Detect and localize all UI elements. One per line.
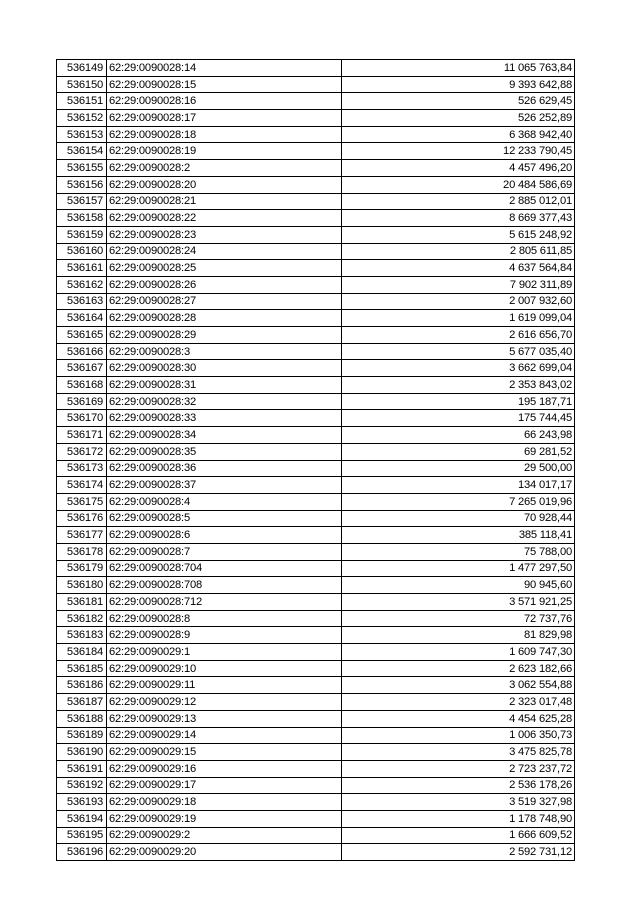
- value-cell: 1 609 747,30: [342, 644, 575, 661]
- row-number-cell: 536167: [57, 360, 107, 377]
- value-cell: 66 243,98: [342, 427, 575, 444]
- value-cell: 175 744,45: [342, 410, 575, 427]
- table-row: [57, 477, 575, 494]
- table-row: [57, 276, 575, 293]
- row-number-cell: 536154: [57, 143, 107, 160]
- row-number-cell: 536151: [57, 93, 107, 110]
- value-cell: 385 118,41: [342, 527, 575, 544]
- table-row: [57, 627, 575, 644]
- row-number-cell: 536176: [57, 510, 107, 527]
- table-row: [57, 827, 575, 844]
- row-number-cell: 536187: [57, 694, 107, 711]
- value-cell: 2 885 012,01: [342, 193, 575, 210]
- cadastral-number-cell: 62:29:0090028:15: [107, 76, 342, 93]
- table-row: [57, 410, 575, 427]
- cadastral-number-cell: 62:29:0090028:17: [107, 110, 342, 127]
- value-cell: 3 062 554,88: [342, 677, 575, 694]
- value-cell: 11 065 763,84: [342, 60, 575, 77]
- value-cell: 2 007 932,60: [342, 293, 575, 310]
- cadastral-number-cell: 62:29:0090028:8: [107, 610, 342, 627]
- row-number-cell: 536185: [57, 660, 107, 677]
- row-number-cell: 536157: [57, 193, 107, 210]
- value-cell: 75 788,00: [342, 543, 575, 560]
- value-cell: 90 945,60: [342, 577, 575, 594]
- row-number-cell: 536153: [57, 126, 107, 143]
- value-cell: 2 353 843,02: [342, 377, 575, 394]
- cadastral-number-cell: 62:29:0090028:704: [107, 560, 342, 577]
- value-cell: 6 368 942,40: [342, 126, 575, 143]
- cadastral-value-table: [56, 59, 575, 861]
- row-number-cell: 536168: [57, 377, 107, 394]
- cadastral-number-cell: 62:29:0090028:24: [107, 243, 342, 260]
- cadastral-number-cell: 62:29:0090028:9: [107, 627, 342, 644]
- value-cell: 3 475 825,78: [342, 744, 575, 761]
- row-number-cell: 536188: [57, 710, 107, 727]
- table-row: [57, 393, 575, 410]
- value-cell: 1 178 748,90: [342, 810, 575, 827]
- cadastral-number-cell: 62:29:0090029:2: [107, 827, 342, 844]
- table-row: [57, 527, 575, 544]
- table-row: [57, 677, 575, 694]
- cadastral-number-cell: 62:29:0090029:11: [107, 677, 342, 694]
- row-number-cell: 536182: [57, 610, 107, 627]
- table-row: [57, 126, 575, 143]
- row-number-cell: 536181: [57, 594, 107, 611]
- table-row: [57, 744, 575, 761]
- cadastral-number-cell: 62:29:0090028:712: [107, 594, 342, 611]
- cadastral-number-cell: 62:29:0090028:32: [107, 393, 342, 410]
- table-row: [57, 594, 575, 611]
- cadastral-number-cell: 62:29:0090029:17: [107, 777, 342, 794]
- table-row: [57, 760, 575, 777]
- row-number-cell: 536191: [57, 760, 107, 777]
- row-number-cell: 536193: [57, 794, 107, 811]
- value-cell: 8 669 377,43: [342, 210, 575, 227]
- row-number-cell: 536158: [57, 210, 107, 227]
- row-number-cell: 536174: [57, 477, 107, 494]
- table-row: [57, 93, 575, 110]
- cadastral-number-cell: 62:29:0090028:16: [107, 93, 342, 110]
- value-cell: 72 737,76: [342, 610, 575, 627]
- cadastral-number-cell: 62:29:0090029:13: [107, 710, 342, 727]
- table-row: [57, 327, 575, 344]
- row-number-cell: 536178: [57, 543, 107, 560]
- value-cell: 7 265 019,96: [342, 493, 575, 510]
- cadastral-number-cell: 62:29:0090028:35: [107, 443, 342, 460]
- cadastral-number-cell: 62:29:0090028:2: [107, 160, 342, 177]
- cadastral-number-cell: 62:29:0090028:29: [107, 327, 342, 344]
- value-cell: 69 281,52: [342, 443, 575, 460]
- value-cell: 20 484 586,69: [342, 176, 575, 193]
- row-number-cell: 536156: [57, 176, 107, 193]
- cadastral-number-cell: 62:29:0090029:10: [107, 660, 342, 677]
- table-row: [57, 160, 575, 177]
- row-number-cell: 536180: [57, 577, 107, 594]
- table-row: [57, 844, 575, 861]
- row-number-cell: 536196: [57, 844, 107, 861]
- row-number-cell: 536190: [57, 744, 107, 761]
- row-number-cell: 536150: [57, 76, 107, 93]
- row-number-cell: 536177: [57, 527, 107, 544]
- row-number-cell: 536160: [57, 243, 107, 260]
- value-cell: 5 615 248,92: [342, 226, 575, 243]
- value-cell: 1 619 099,04: [342, 310, 575, 327]
- cadastral-number-cell: 62:29:0090028:5: [107, 510, 342, 527]
- row-number-cell: 536194: [57, 810, 107, 827]
- cadastral-number-cell: 62:29:0090029:12: [107, 694, 342, 711]
- cadastral-number-cell: 62:29:0090028:37: [107, 477, 342, 494]
- value-cell: 2 323 017,48: [342, 694, 575, 711]
- table-row: [57, 443, 575, 460]
- value-cell: 195 187,71: [342, 393, 575, 410]
- cadastral-number-cell: 62:29:0090029:15: [107, 744, 342, 761]
- row-number-cell: 536192: [57, 777, 107, 794]
- value-cell: 81 829,98: [342, 627, 575, 644]
- row-number-cell: 536173: [57, 460, 107, 477]
- row-number-cell: 536184: [57, 644, 107, 661]
- row-number-cell: 536172: [57, 443, 107, 460]
- value-cell: 526 629,45: [342, 93, 575, 110]
- cadastral-number-cell: 62:29:0090028:22: [107, 210, 342, 227]
- value-cell: 5 677 035,40: [342, 343, 575, 360]
- table-row: [57, 110, 575, 127]
- cadastral-number-cell: 62:29:0090028:20: [107, 176, 342, 193]
- table-row: [57, 493, 575, 510]
- table-row: [57, 343, 575, 360]
- table-row: [57, 543, 575, 560]
- cadastral-number-cell: 62:29:0090028:23: [107, 226, 342, 243]
- row-number-cell: 536164: [57, 310, 107, 327]
- cadastral-number-cell: 62:29:0090028:18: [107, 126, 342, 143]
- cadastral-number-cell: 62:29:0090029:16: [107, 760, 342, 777]
- row-number-cell: 536170: [57, 410, 107, 427]
- value-cell: 9 393 642,88: [342, 76, 575, 93]
- value-cell: 3 519 327,98: [342, 794, 575, 811]
- row-number-cell: 536165: [57, 327, 107, 344]
- row-number-cell: 536152: [57, 110, 107, 127]
- cadastral-number-cell: 62:29:0090028:27: [107, 293, 342, 310]
- table-row: [57, 710, 575, 727]
- table-row: [57, 76, 575, 93]
- row-number-cell: 536166: [57, 343, 107, 360]
- cadastral-number-cell: 62:29:0090028:26: [107, 276, 342, 293]
- cadastral-number-cell: 62:29:0090028:25: [107, 260, 342, 277]
- cadastral-number-cell: 62:29:0090028:19: [107, 143, 342, 160]
- table-row: [57, 360, 575, 377]
- cadastral-number-cell: 62:29:0090028:14: [107, 60, 342, 77]
- cadastral-number-cell: 62:29:0090028:21: [107, 193, 342, 210]
- value-cell: 4 637 564,84: [342, 260, 575, 277]
- value-cell: 2 536 178,26: [342, 777, 575, 794]
- value-cell: 70 928,44: [342, 510, 575, 527]
- table-row: [57, 60, 575, 77]
- value-cell: 2 592 731,12: [342, 844, 575, 861]
- value-cell: 4 457 496,20: [342, 160, 575, 177]
- table-row: [57, 377, 575, 394]
- table-row: [57, 243, 575, 260]
- row-number-cell: 536161: [57, 260, 107, 277]
- value-cell: 2 616 656,70: [342, 327, 575, 344]
- row-number-cell: 536179: [57, 560, 107, 577]
- cadastral-number-cell: 62:29:0090028:34: [107, 427, 342, 444]
- table-row: [57, 794, 575, 811]
- row-number-cell: 536189: [57, 727, 107, 744]
- table-row: [57, 210, 575, 227]
- cadastral-number-cell: 62:29:0090028:36: [107, 460, 342, 477]
- table-row: [57, 577, 575, 594]
- row-number-cell: 536171: [57, 427, 107, 444]
- table-row: [57, 660, 575, 677]
- cadastral-number-cell: 62:29:0090029:19: [107, 810, 342, 827]
- value-cell: 12 233 790,45: [342, 143, 575, 160]
- table-row: [57, 727, 575, 744]
- cadastral-number-cell: 62:29:0090028:3: [107, 343, 342, 360]
- table-row: [57, 510, 575, 527]
- row-number-cell: 536149: [57, 60, 107, 77]
- row-number-cell: 536159: [57, 226, 107, 243]
- table-row: [57, 644, 575, 661]
- value-cell: 134 017,17: [342, 477, 575, 494]
- cadastral-number-cell: 62:29:0090029:18: [107, 794, 342, 811]
- value-cell: 1 666 609,52: [342, 827, 575, 844]
- row-number-cell: 536155: [57, 160, 107, 177]
- value-cell: 7 902 311,89: [342, 276, 575, 293]
- value-cell: 2 805 611,85: [342, 243, 575, 260]
- row-number-cell: 536162: [57, 276, 107, 293]
- cadastral-number-cell: 62:29:0090029:14: [107, 727, 342, 744]
- row-number-cell: 536195: [57, 827, 107, 844]
- table-row: [57, 610, 575, 627]
- value-cell: 2 723 237,72: [342, 760, 575, 777]
- cadastral-number-cell: 62:29:0090029:20: [107, 844, 342, 861]
- cadastral-number-cell: 62:29:0090028:28: [107, 310, 342, 327]
- value-cell: 4 454 625,28: [342, 710, 575, 727]
- table-row: [57, 777, 575, 794]
- table-row: [57, 260, 575, 277]
- value-cell: 29 500,00: [342, 460, 575, 477]
- table-row: [57, 143, 575, 160]
- cadastral-number-cell: 62:29:0090028:33: [107, 410, 342, 427]
- value-cell: 1 006 350,73: [342, 727, 575, 744]
- table-row: [57, 460, 575, 477]
- table-row: [57, 694, 575, 711]
- table-row: [57, 810, 575, 827]
- cadastral-number-cell: 62:29:0090028:6: [107, 527, 342, 544]
- cadastral-number-cell: 62:29:0090028:31: [107, 377, 342, 394]
- table-row: [57, 427, 575, 444]
- cadastral-number-cell: 62:29:0090028:30: [107, 360, 342, 377]
- value-cell: 3 662 699,04: [342, 360, 575, 377]
- value-cell: 2 623 182,66: [342, 660, 575, 677]
- value-cell: 526 252,89: [342, 110, 575, 127]
- row-number-cell: 536175: [57, 493, 107, 510]
- cadastral-number-cell: 62:29:0090028:4: [107, 493, 342, 510]
- cadastral-number-cell: 62:29:0090028:7: [107, 543, 342, 560]
- table-row: [57, 310, 575, 327]
- table-row: [57, 293, 575, 310]
- value-cell: 1 477 297,50: [342, 560, 575, 577]
- table-body: [57, 60, 575, 861]
- table-row: [57, 560, 575, 577]
- row-number-cell: 536186: [57, 677, 107, 694]
- cadastral-number-cell: 62:29:0090029:1: [107, 644, 342, 661]
- table-row: [57, 176, 575, 193]
- table-row: [57, 226, 575, 243]
- cadastral-number-cell: 62:29:0090028:708: [107, 577, 342, 594]
- row-number-cell: 536183: [57, 627, 107, 644]
- row-number-cell: 536163: [57, 293, 107, 310]
- table-row: [57, 193, 575, 210]
- value-cell: 3 571 921,25: [342, 594, 575, 611]
- row-number-cell: 536169: [57, 393, 107, 410]
